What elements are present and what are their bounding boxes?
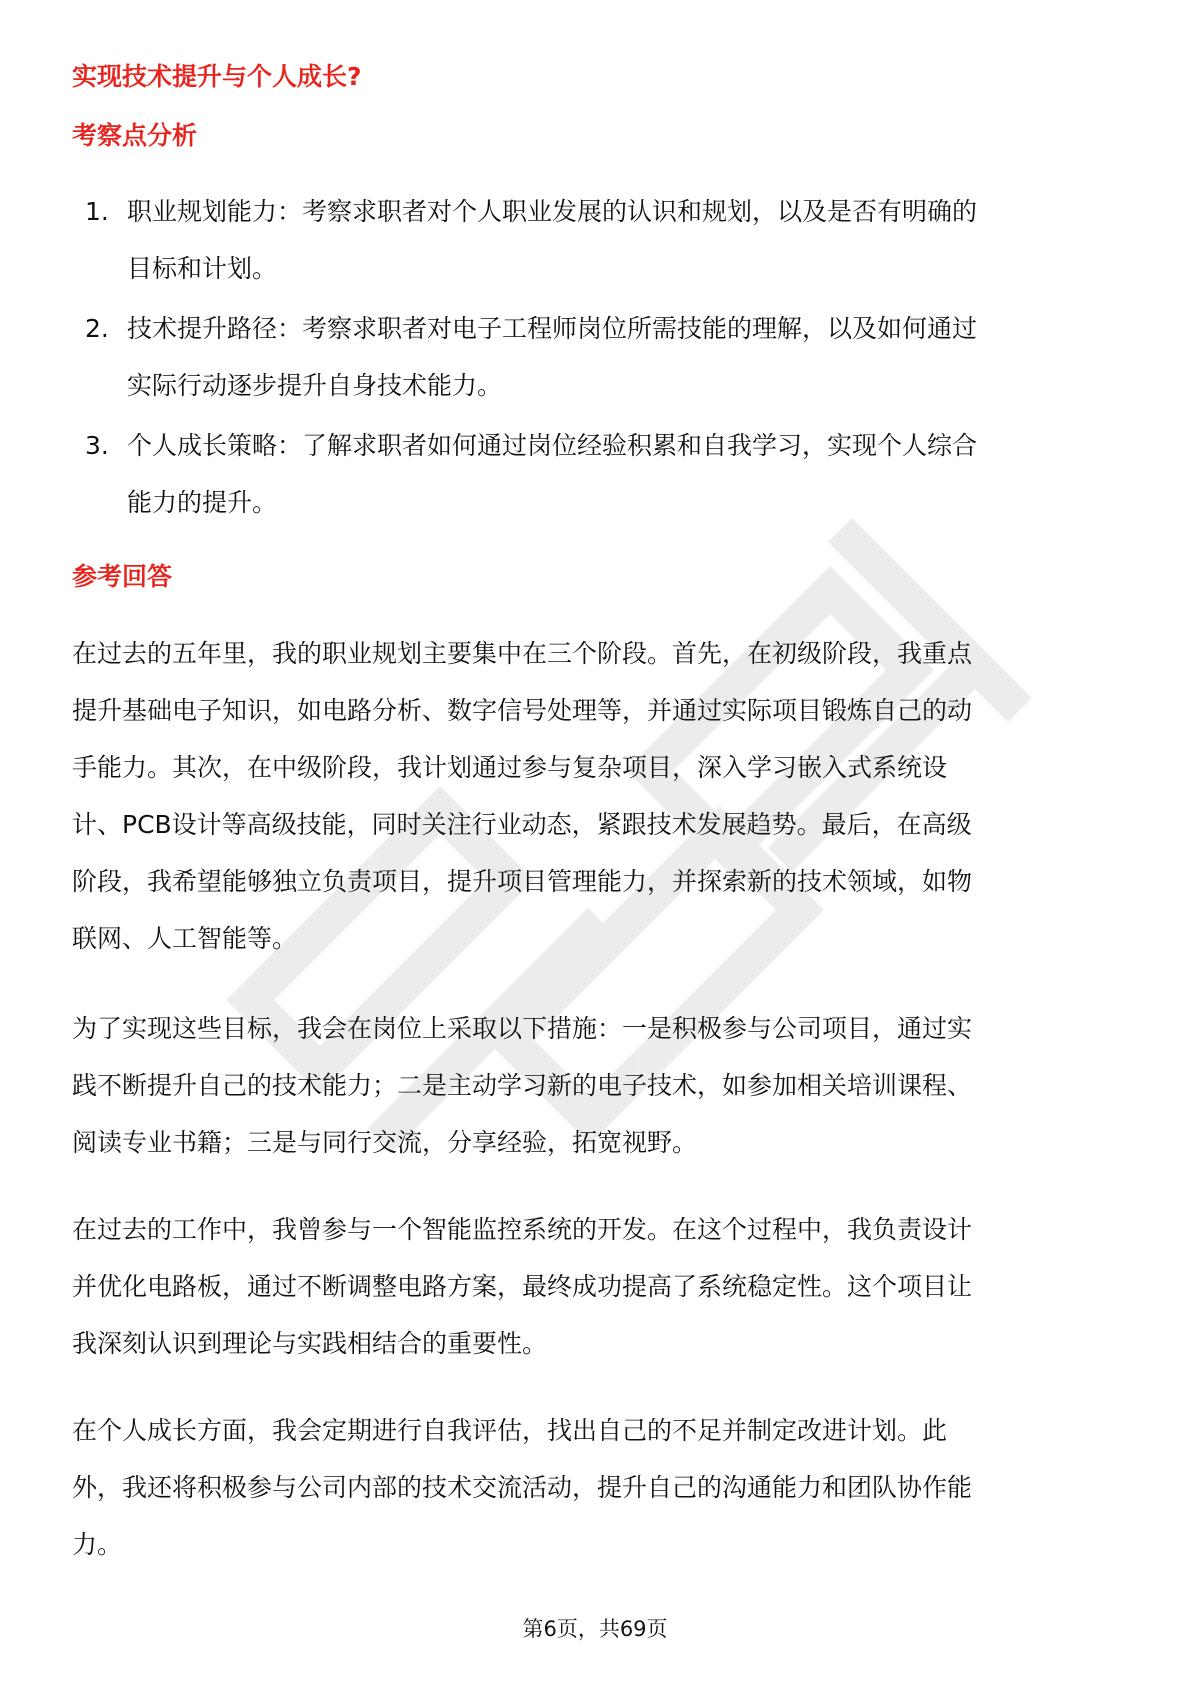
paragraph-line: 阅读专业书籍；三是与同行交流，分享经验，拓宽视野。 xyxy=(72,1128,698,1157)
list-item-line: 目标和计划。 xyxy=(127,254,278,283)
paragraph-line: 力。 xyxy=(72,1530,123,1559)
analysis-list xyxy=(72,183,1112,534)
paragraph-line: 我深刻认识到理论与实践相结合的重要性。 xyxy=(72,1329,548,1358)
list-item-line: 技术提升路径：考察求职者对电子工程师岗位所需技能的理解，以及如何通过 xyxy=(127,314,978,343)
paragraph-line: 阶段，我希望能够独立负责项目，提升项目管理能力，并探索新的技术领域，如物 xyxy=(72,867,973,896)
page-number: 第6页，共69页 xyxy=(522,1617,668,1641)
paragraph-line: 联网、人工智能等。 xyxy=(72,924,298,953)
paragraph-line: 提升基础电子知识，如电路分析、数字信号处理等，并通过实际项目锻炼自己的动 xyxy=(72,696,973,725)
paragraph-line: 践不断提升自己的技术能力；二是主动学习新的电子技术，如参加相关培训课程、 xyxy=(72,1071,973,1100)
list-item-number: 1. xyxy=(85,197,109,226)
list-item-line: 能力的提升。 xyxy=(127,488,278,517)
list-item xyxy=(72,417,1112,531)
answer-paragraph xyxy=(72,1402,1122,1573)
paragraph-line: 在过去的工作中，我曾参与一个智能监控系统的开发。在这个过程中，我负责设计 xyxy=(72,1215,973,1244)
paragraph-line: 手能力。其次，在中级阶段，我计划通过参与复杂项目，深入学习嵌入式系统设 xyxy=(72,753,948,782)
list-item-line: 实际行动逐步提升自身技术能力。 xyxy=(127,371,503,400)
answer-heading: 参考回答 xyxy=(72,562,173,591)
list-item-number: 3. xyxy=(85,431,109,460)
list-item xyxy=(72,183,1112,297)
list-item xyxy=(72,300,1112,414)
paragraph-line: 计、PCB设计等高级技能，同时关注行业动态，紧跟技术发展趋势。最后，在高级 xyxy=(72,810,972,839)
paragraph-line: 在个人成长方面，我会定期进行自我评估，找出自己的不足并制定改进计划。此 xyxy=(72,1416,948,1445)
paragraph-line: 并优化电路板，通过不断调整电路方案，最终成功提高了系统稳定性。这个项目让 xyxy=(72,1272,973,1301)
list-item-number: 2. xyxy=(85,314,109,343)
answer-paragraph xyxy=(72,625,1122,967)
analysis-heading: 考察点分析 xyxy=(72,121,198,150)
list-item-line: 职业规划能力：考察求职者对个人职业发展的认识和规划，以及是否有明确的 xyxy=(127,197,978,226)
paragraph-line: 在过去的五年里，我的职业规划主要集中在三个阶段。首先，在初级阶段，我重点 xyxy=(72,639,973,668)
paragraph-line: 为了实现这些目标，我会在岗位上采取以下措施：一是积极参与公司项目，通过实 xyxy=(72,1014,973,1043)
list-item-line: 个人成长策略：了解求职者如何通过岗位经验积累和自我学习，实现个人综合 xyxy=(127,431,978,460)
answer-paragraph xyxy=(72,1000,1122,1171)
question-title: 实现技术提升与个人成长? xyxy=(72,62,362,91)
answer-paragraph xyxy=(72,1201,1122,1372)
paragraph-line: 外，我还将积极参与公司内部的技术交流活动，提升自己的沟通能力和团队协作能 xyxy=(72,1473,973,1502)
